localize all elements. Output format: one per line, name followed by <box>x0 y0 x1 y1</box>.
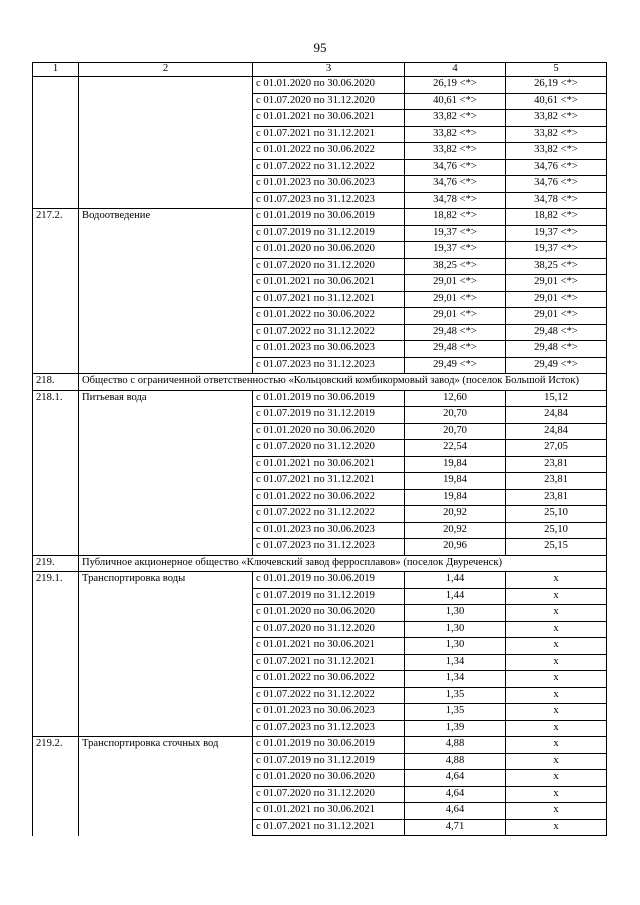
item-name <box>79 605 253 622</box>
tariff-no-vat-cell: 4,64 <box>405 803 506 820</box>
tariff-with-vat-cell: 29,01 <*> <box>506 308 607 325</box>
period-cell: с 01.01.2023 по 30.06.2023 <box>253 176 405 193</box>
org-name: Публичное акционерное общество «Ключевский завод ферросплавов» (поселок Двуреченск) <box>79 555 607 572</box>
item-name <box>79 522 253 539</box>
table-row <box>33 770 607 787</box>
table-row <box>33 110 607 127</box>
item-number <box>33 341 79 358</box>
tariff-with-vat-cell: x <box>506 786 607 803</box>
table-row <box>33 506 607 523</box>
tariff-no-vat-cell: 33,82 <*> <box>405 110 506 127</box>
item-number <box>33 324 79 341</box>
item-name <box>79 275 253 292</box>
period-cell: с 01.07.2021 по 31.12.2021 <box>253 126 405 143</box>
table-row <box>33 819 607 836</box>
period-cell: с 01.07.2022 по 31.12.2022 <box>253 159 405 176</box>
tariff-with-vat-cell: 15,12 <box>506 390 607 407</box>
item-number <box>33 407 79 424</box>
item-name <box>79 473 253 490</box>
period-cell: с 01.01.2020 по 30.06.2020 <box>253 770 405 787</box>
tariff-no-vat-cell: 1,30 <box>405 638 506 655</box>
period-cell: с 01.01.2021 по 30.06.2021 <box>253 456 405 473</box>
period-cell: с 01.01.2020 по 30.06.2020 <box>253 77 405 94</box>
tariff-with-vat-cell: x <box>506 588 607 605</box>
column-header-4: 4 <box>405 63 506 77</box>
tariff-no-vat-cell: 19,84 <box>405 489 506 506</box>
item-number: 219.2. <box>33 737 79 754</box>
tariff-with-vat-cell: x <box>506 704 607 721</box>
table-row <box>33 638 607 655</box>
tariff-no-vat-cell: 19,84 <box>405 473 506 490</box>
item-number <box>33 687 79 704</box>
item-name <box>79 308 253 325</box>
item-number <box>33 258 79 275</box>
item-name <box>79 753 253 770</box>
tariff-with-vat-cell: 33,82 <*> <box>506 143 607 160</box>
table-row <box>33 456 607 473</box>
tariff-with-vat-cell: 33,82 <*> <box>506 126 607 143</box>
period-cell: с 01.07.2020 по 31.12.2020 <box>253 93 405 110</box>
item-number <box>33 192 79 209</box>
org-number: 218. <box>33 374 79 391</box>
table-row <box>33 671 607 688</box>
tariff-no-vat-cell: 34,78 <*> <box>405 192 506 209</box>
period-cell: с 01.01.2022 по 30.06.2022 <box>253 308 405 325</box>
tariff-no-vat-cell: 12,60 <box>405 390 506 407</box>
table-row <box>33 126 607 143</box>
item-name <box>79 539 253 556</box>
tariff-no-vat-cell: 4,88 <box>405 753 506 770</box>
tariff-no-vat-cell: 38,25 <*> <box>405 258 506 275</box>
tariff-no-vat-cell: 20,92 <box>405 522 506 539</box>
tariff-no-vat-cell: 40,61 <*> <box>405 93 506 110</box>
table-row <box>33 192 607 209</box>
tariff-with-vat-cell: 29,48 <*> <box>506 324 607 341</box>
tariff-no-vat-cell: 4,64 <box>405 786 506 803</box>
item-number <box>33 143 79 160</box>
table-row <box>33 522 607 539</box>
tariff-no-vat-cell: 26,19 <*> <box>405 77 506 94</box>
item-number <box>33 176 79 193</box>
table-row <box>33 704 607 721</box>
table-row <box>33 275 607 292</box>
item-name <box>79 192 253 209</box>
tariff-no-vat-cell: 4,64 <box>405 770 506 787</box>
tariff-with-vat-cell: 23,81 <box>506 456 607 473</box>
table-row <box>33 572 607 589</box>
period-cell: с 01.07.2023 по 31.12.2023 <box>253 192 405 209</box>
tariff-with-vat-cell: x <box>506 819 607 836</box>
item-number <box>33 242 79 259</box>
item-number <box>33 621 79 638</box>
item-number: 218.1. <box>33 390 79 407</box>
table-row <box>33 687 607 704</box>
period-cell: с 01.07.2021 по 31.12.2021 <box>253 654 405 671</box>
item-name <box>79 819 253 836</box>
item-name <box>79 654 253 671</box>
tariff-no-vat-cell: 20,70 <box>405 407 506 424</box>
tariff-no-vat-cell: 22,54 <box>405 440 506 457</box>
item-number <box>33 473 79 490</box>
table-row <box>33 753 607 770</box>
item-number: 219.1. <box>33 572 79 589</box>
item-number <box>33 110 79 127</box>
item-name <box>79 423 253 440</box>
period-cell: с 01.01.2023 по 30.06.2023 <box>253 522 405 539</box>
item-number <box>33 588 79 605</box>
period-cell: с 01.01.2020 по 30.06.2020 <box>253 605 405 622</box>
tariff-no-vat-cell: 18,82 <*> <box>405 209 506 226</box>
tariff-table <box>32 62 607 836</box>
tariff-with-vat-cell: x <box>506 671 607 688</box>
period-cell: с 01.07.2021 по 31.12.2021 <box>253 819 405 836</box>
table-row <box>33 242 607 259</box>
table-row <box>33 341 607 358</box>
tariff-with-vat-cell: 23,81 <box>506 489 607 506</box>
tariff-with-vat-cell: x <box>506 753 607 770</box>
table-row <box>33 423 607 440</box>
period-cell: с 01.01.2022 по 30.06.2022 <box>253 489 405 506</box>
tariff-with-vat-cell: x <box>506 737 607 754</box>
item-number <box>33 489 79 506</box>
period-cell: с 01.01.2020 по 30.06.2020 <box>253 242 405 259</box>
tariff-no-vat-cell: 1,30 <box>405 605 506 622</box>
tariff-with-vat-cell: 23,81 <box>506 473 607 490</box>
tariff-with-vat-cell: 25,15 <box>506 539 607 556</box>
item-name <box>79 341 253 358</box>
tariff-no-vat-cell: 1,39 <box>405 720 506 737</box>
item-name: Транспортировка сточных вод <box>79 737 253 754</box>
period-cell: с 01.01.2021 по 30.06.2021 <box>253 110 405 127</box>
table-row <box>33 588 607 605</box>
table-row <box>33 176 607 193</box>
item-name <box>79 687 253 704</box>
table-row <box>33 737 607 754</box>
tariff-with-vat-cell: 25,10 <box>506 506 607 523</box>
period-cell: с 01.01.2019 по 30.06.2019 <box>253 390 405 407</box>
item-number <box>33 720 79 737</box>
item-number <box>33 753 79 770</box>
period-cell: с 01.01.2019 по 30.06.2019 <box>253 572 405 589</box>
table-row <box>33 539 607 556</box>
period-cell: с 01.01.2022 по 30.06.2022 <box>253 671 405 688</box>
table-row <box>33 605 607 622</box>
item-number <box>33 770 79 787</box>
item-name <box>79 440 253 457</box>
table-row <box>33 308 607 325</box>
item-name: Водоотведение <box>79 209 253 226</box>
table-row <box>33 209 607 226</box>
tariff-with-vat-cell: 29,01 <*> <box>506 291 607 308</box>
item-number <box>33 126 79 143</box>
tariff-no-vat-cell: 1,44 <box>405 588 506 605</box>
item-name <box>79 638 253 655</box>
item-name <box>79 786 253 803</box>
header-row <box>33 63 607 77</box>
item-name <box>79 324 253 341</box>
tariff-no-vat-cell: 1,35 <box>405 704 506 721</box>
period-cell: с 01.07.2020 по 31.12.2020 <box>253 440 405 457</box>
item-name <box>79 258 253 275</box>
item-number: 217.2. <box>33 209 79 226</box>
table-row <box>33 258 607 275</box>
item-name <box>79 242 253 259</box>
tariff-no-vat-cell: 1,30 <box>405 621 506 638</box>
item-name <box>79 143 253 160</box>
period-cell: с 01.07.2019 по 31.12.2019 <box>253 588 405 605</box>
item-number <box>33 308 79 325</box>
period-cell: с 01.07.2019 по 31.12.2019 <box>253 753 405 770</box>
organization-row <box>33 374 607 391</box>
item-name <box>79 291 253 308</box>
tariff-with-vat-cell: 33,82 <*> <box>506 110 607 127</box>
tariff-with-vat-cell: 29,01 <*> <box>506 275 607 292</box>
tariff-no-vat-cell: 4,88 <box>405 737 506 754</box>
page-number: 95 <box>313 40 327 55</box>
item-number <box>33 357 79 374</box>
tariff-with-vat-cell: 34,76 <*> <box>506 159 607 176</box>
period-cell: с 01.01.2021 по 30.06.2021 <box>253 275 405 292</box>
tariff-no-vat-cell: 29,01 <*> <box>405 275 506 292</box>
tariff-with-vat-cell: x <box>506 770 607 787</box>
item-number <box>33 77 79 94</box>
period-cell: с 01.07.2023 по 31.12.2023 <box>253 357 405 374</box>
table-row <box>33 803 607 820</box>
tariff-with-vat-cell: 18,82 <*> <box>506 209 607 226</box>
table-row <box>33 489 607 506</box>
table-row <box>33 77 607 94</box>
period-cell: с 01.07.2023 по 31.12.2023 <box>253 720 405 737</box>
period-cell: с 01.01.2019 по 30.06.2019 <box>253 737 405 754</box>
table-row <box>33 93 607 110</box>
column-header-3: 3 <box>253 63 405 77</box>
item-number <box>33 159 79 176</box>
tariff-no-vat-cell: 19,37 <*> <box>405 225 506 242</box>
item-name <box>79 126 253 143</box>
item-number <box>33 93 79 110</box>
period-cell: с 01.01.2022 по 30.06.2022 <box>253 143 405 160</box>
item-number <box>33 225 79 242</box>
item-name <box>79 110 253 127</box>
tariff-no-vat-cell: 29,01 <*> <box>405 308 506 325</box>
tariff-no-vat-cell: 33,82 <*> <box>405 143 506 160</box>
item-number <box>33 671 79 688</box>
column-header-1: 1 <box>33 63 79 77</box>
item-name <box>79 77 253 94</box>
period-cell: с 01.01.2019 по 30.06.2019 <box>253 209 405 226</box>
item-name <box>79 225 253 242</box>
tariff-no-vat-cell: 34,76 <*> <box>405 159 506 176</box>
item-number <box>33 786 79 803</box>
tariff-no-vat-cell: 29,49 <*> <box>405 357 506 374</box>
item-name <box>79 159 253 176</box>
item-number <box>33 291 79 308</box>
item-name: Транспортировка воды <box>79 572 253 589</box>
item-name <box>79 456 253 473</box>
item-name <box>79 506 253 523</box>
column-header-5: 5 <box>506 63 607 77</box>
tariff-no-vat-cell: 29,48 <*> <box>405 324 506 341</box>
item-name <box>79 357 253 374</box>
item-number <box>33 522 79 539</box>
period-cell: с 01.07.2022 по 31.12.2022 <box>253 687 405 704</box>
tariff-with-vat-cell: x <box>506 605 607 622</box>
period-cell: с 01.07.2021 по 31.12.2021 <box>253 473 405 490</box>
item-name <box>79 489 253 506</box>
period-cell: с 01.07.2021 по 31.12.2021 <box>253 291 405 308</box>
organization-row <box>33 555 607 572</box>
period-cell: с 01.07.2022 по 31.12.2022 <box>253 324 405 341</box>
org-name: Общество с ограниченной ответственностью «Кольцовский комбикормовый завод» (поселок Большой Исток) <box>79 374 607 391</box>
tariff-no-vat-cell: 20,92 <box>405 506 506 523</box>
table-row <box>33 225 607 242</box>
table-row <box>33 473 607 490</box>
tariff-no-vat-cell: 33,82 <*> <box>405 126 506 143</box>
column-header-2: 2 <box>79 63 253 77</box>
tariff-no-vat-cell: 34,76 <*> <box>405 176 506 193</box>
tariff-no-vat-cell: 19,37 <*> <box>405 242 506 259</box>
tariff-with-vat-cell: 24,84 <box>506 423 607 440</box>
tariff-with-vat-cell: x <box>506 621 607 638</box>
tariff-no-vat-cell: 4,71 <box>405 819 506 836</box>
item-name <box>79 671 253 688</box>
table-row <box>33 786 607 803</box>
item-number <box>33 654 79 671</box>
table-row <box>33 407 607 424</box>
tariff-no-vat-cell: 20,96 <box>405 539 506 556</box>
period-cell: с 01.07.2019 по 31.12.2019 <box>253 225 405 242</box>
tariff-no-vat-cell: 20,70 <box>405 423 506 440</box>
table-row <box>33 720 607 737</box>
tariff-with-vat-cell: 19,37 <*> <box>506 225 607 242</box>
period-cell: с 01.07.2020 по 31.12.2020 <box>253 786 405 803</box>
item-name <box>79 704 253 721</box>
tariff-with-vat-cell: 34,76 <*> <box>506 176 607 193</box>
item-name: Питьевая вода <box>79 390 253 407</box>
item-number <box>33 704 79 721</box>
item-name <box>79 770 253 787</box>
item-number <box>33 423 79 440</box>
item-name <box>79 176 253 193</box>
period-cell: с 01.07.2020 по 31.12.2020 <box>253 621 405 638</box>
tariff-with-vat-cell: 27,05 <box>506 440 607 457</box>
item-number <box>33 275 79 292</box>
period-cell: с 01.07.2020 по 31.12.2020 <box>253 258 405 275</box>
tariff-no-vat-cell: 1,44 <box>405 572 506 589</box>
tariff-no-vat-cell: 1,34 <box>405 671 506 688</box>
table-row <box>33 159 607 176</box>
tariff-no-vat-cell: 1,34 <box>405 654 506 671</box>
item-name <box>79 588 253 605</box>
tariff-with-vat-cell: x <box>506 638 607 655</box>
period-cell: с 01.07.2019 по 31.12.2019 <box>253 407 405 424</box>
org-number: 219. <box>33 555 79 572</box>
tariff-with-vat-cell: 19,37 <*> <box>506 242 607 259</box>
tariff-no-vat-cell: 29,01 <*> <box>405 291 506 308</box>
tariff-with-vat-cell: 24,84 <box>506 407 607 424</box>
tariff-with-vat-cell: 40,61 <*> <box>506 93 607 110</box>
table-row <box>33 324 607 341</box>
table-row <box>33 440 607 457</box>
table-row <box>33 291 607 308</box>
tariff-with-vat-cell: x <box>506 654 607 671</box>
item-number <box>33 539 79 556</box>
item-name <box>79 720 253 737</box>
tariff-with-vat-cell: 29,48 <*> <box>506 341 607 358</box>
table-row <box>33 654 607 671</box>
item-number <box>33 506 79 523</box>
item-number <box>33 803 79 820</box>
item-number <box>33 440 79 457</box>
period-cell: с 01.01.2021 по 30.06.2021 <box>253 803 405 820</box>
table-row <box>33 143 607 160</box>
item-name <box>79 407 253 424</box>
tariff-with-vat-cell: 29,49 <*> <box>506 357 607 374</box>
item-number <box>33 638 79 655</box>
table-row <box>33 357 607 374</box>
tariff-no-vat-cell: 1,35 <box>405 687 506 704</box>
period-cell: с 01.01.2020 по 30.06.2020 <box>253 423 405 440</box>
item-name <box>79 803 253 820</box>
tariff-no-vat-cell: 29,48 <*> <box>405 341 506 358</box>
period-cell: с 01.01.2023 по 30.06.2023 <box>253 341 405 358</box>
period-cell: с 01.07.2022 по 31.12.2022 <box>253 506 405 523</box>
tariff-with-vat-cell: x <box>506 572 607 589</box>
tariff-with-vat-cell: 38,25 <*> <box>506 258 607 275</box>
tariff-with-vat-cell: x <box>506 720 607 737</box>
item-number <box>33 819 79 836</box>
tariff-with-vat-cell: 34,78 <*> <box>506 192 607 209</box>
tariff-table-body <box>33 63 607 836</box>
tariff-with-vat-cell: x <box>506 803 607 820</box>
item-number <box>33 456 79 473</box>
item-name <box>79 93 253 110</box>
item-number <box>33 605 79 622</box>
item-name <box>79 621 253 638</box>
tariff-no-vat-cell: 19,84 <box>405 456 506 473</box>
tariff-with-vat-cell: 25,10 <box>506 522 607 539</box>
table-row <box>33 390 607 407</box>
tariff-with-vat-cell: 26,19 <*> <box>506 77 607 94</box>
tariff-with-vat-cell: x <box>506 687 607 704</box>
table-row <box>33 621 607 638</box>
period-cell: с 01.01.2021 по 30.06.2021 <box>253 638 405 655</box>
period-cell: с 01.07.2023 по 31.12.2023 <box>253 539 405 556</box>
period-cell: с 01.01.2023 по 30.06.2023 <box>253 704 405 721</box>
